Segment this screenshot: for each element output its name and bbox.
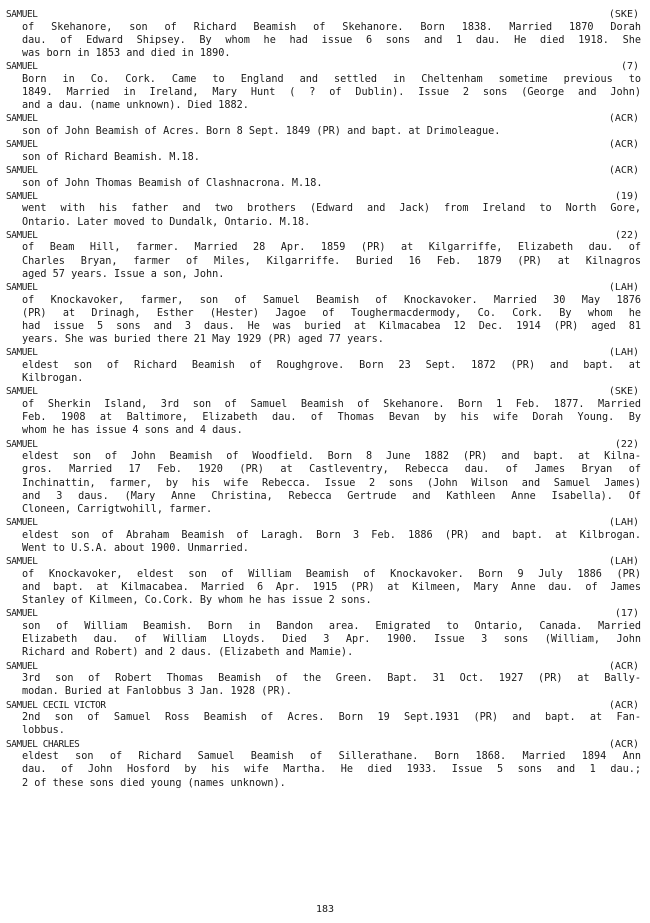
entry-text-line: was born in 1853 and died in 1890. [22,48,231,59]
entry-branch-code: (ACR) [608,113,639,125]
entry-header [6,516,641,529]
entry-text-line: of Skehanore, son of Richard Beamish of Skehanore. Born 1838. Married 1870 Dorah [22,21,641,33]
entry-branch-code: (22) [614,438,639,450]
entry-header [6,346,641,359]
entry-text-line: had issue 5 sons and 3 daus. He was buried at Kilmacabea 12 Dec. 1914 (PR) aged 81 [22,321,641,332]
entry-name: SAMUEL [6,438,38,450]
entry-header [6,555,641,568]
entry-text-line: aged 57 years. Issue a son, John. [22,268,225,280]
entry-branch-code: (LAH) [608,556,639,568]
entry-branch-code: (ACR) [608,660,639,672]
entry-header [6,164,641,177]
entry-text-line: dau. of Edward Shipsey. By whom he had issue 6 sons and 1 dau. He died 1918. She [22,34,641,46]
entry-text-line: 3rd son of Robert Thomas Beamish of the Green. Bapt. 31 Oct. 1927 (PR) at Bally- [22,673,641,685]
entry-name: SAMUEL [6,556,38,568]
entry-text [22,73,641,113]
entry-text-line: gros. Married 17 Feb. 1920 (PR) at Castleventry, Rebecca dau. of James Bryan of [22,464,641,476]
entry-text-line: and bapt. at Kilmacabea. Married 6 Apr. 1915 (PR) at Kilmeen, Mary Anne dau. of James [22,582,641,594]
entry-text [22,241,641,281]
entry-text-line: 2 of these sons died young (names unknown). [22,777,286,789]
entry-branch-code: (ACR) [608,139,639,151]
entry-header [6,138,641,151]
entry-text [22,529,641,555]
genealogy-entry [6,8,641,60]
entry-text-line: dau. of John Hosford by his wife Martha. He died 1933. Issue 5 sons and 1 dau.; [22,764,641,776]
entry-branch-code: (7) [620,61,639,73]
genealogy-entry [6,164,641,190]
entry-text [22,359,641,385]
genealogy-entry [6,699,641,738]
genealogy-entry [6,555,641,607]
entry-header [6,607,641,620]
entry-text [22,450,641,516]
entry-name: SAMUEL [6,229,38,241]
entry-name: SAMUEL [6,9,38,20]
entry-text [22,177,641,190]
entry-branch-code: (17) [614,608,639,620]
entry-name: SAMUEL [6,190,38,202]
entry-branch-code: (ACR) [608,699,639,711]
entry-text [22,294,641,347]
entry-text [22,620,641,660]
entry-name: SAMUEL [6,282,38,293]
entry-text-line: whom he has issue 4 sons and 4 daus. [22,425,243,437]
entry-text-line: 1849. Married in Ireland, Mary Hunt ( ? of Dublin). Issue 2 sons (George and John) [22,87,641,98]
entry-text-line: eldest son of Richard Beamish of Roughgrove. Born 23 Sept. 1872 (PR) and bapt. at [22,360,641,371]
entry-text-line: eldest son of John Beamish of Woodfield. Born 8 June 1882 (PR) and bapt. at Kilna- [22,451,641,463]
genealogy-entry [6,190,641,229]
entry-name: SAMUEL [6,347,38,359]
genealogy-entry [6,346,641,385]
entry-text [22,202,641,228]
entry-text-line: modan. Buried at Fanlobbus 3 Jan. 1928 (PR). [22,686,292,698]
entry-header [6,281,641,294]
entry-text-line: Charles Bryan, farmer of Miles, Kilgarriffe. Buried 16 Feb. 1879 (PR) at Kilnagros [22,255,641,267]
entry-branch-code: (19) [614,190,639,202]
entry-text [22,711,641,737]
entry-text-line: son of William Beamish. Born in Bandon area. Emigrated to Ontario, Canada. Married [22,621,641,633]
entry-name: SAMUEL [6,608,38,620]
entry-text-line: Stanley of Kilmeen, Co.Cork. By whom he has issue 2 sons. [22,595,372,607]
genealogy-entry [6,112,641,138]
entry-name: SAMUEL [6,386,38,398]
entry-name: SAMUEL CHARLES [6,738,80,750]
entry-name: SAMUEL [6,660,38,672]
entry-branch-code: (LAH) [608,517,639,529]
entry-text-line: son of John Beamish of Acres. Born 8 Sept. 1849 (PR) and bapt. at Drimoleague. [22,126,501,137]
entry-branch-code: (22) [614,229,639,241]
entry-branch-code: (ACR) [608,165,639,176]
entry-text-line: Feb. 1908 at Baltimore, Elizabeth dau. of Thomas Bevan by his wife Dorah Young. By [22,412,641,424]
entry-text-line: eldest son of Abraham Beamish of Laragh. Born 3 Feb. 1886 (PR) and bapt. at Kilbrogan. [22,529,641,541]
entry-text-line: lobbus. [22,725,65,737]
entry-text-line: Elizabeth dau. of William Lloyds. Died 3 Apr. 1900. Issue 3 sons (William, John [22,634,641,646]
entry-text-line: of Beam Hill, farmer. Married 28 Apr. 1859 (PR) at Kilgarriffe, Elizabeth dau. of [22,242,641,254]
entry-text-line: Born in Co. Cork. Came to England and settled in Cheltenham sometime previous to [22,73,641,85]
entry-text-line: eldest son of Richard Samuel Beamish of Sillerathane. Born 1868. Married 1894 Ann [22,751,641,763]
entry-header [6,60,641,73]
entry-text-line: 2nd son of Samuel Ross Beamish of Acres. Born 19 Sept.1931 (PR) and bapt. at Fan- [22,712,641,724]
entry-header [6,112,641,125]
entry-text-line: years. She was buried there 21 May 1929 (PR) aged 77 years. [22,334,384,346]
entry-text-line: (PR) at Drinagh, Esther (Hester) Jagoe of Toughermacdermody, Co. Cork. By whom he [22,307,641,319]
entry-text [22,398,641,438]
entry-name: SAMUEL CECIL VICTOR [6,699,106,711]
entry-header [6,8,641,21]
genealogy-entry [6,516,641,555]
entry-text [22,125,641,138]
entry-header [6,699,641,712]
entry-header [6,738,641,751]
entry-branch-code: (SKE) [608,9,639,20]
entry-name: SAMUEL [6,61,38,73]
entry-header [6,438,641,451]
entry-text-line: son of Richard Beamish. M.18. [22,151,200,163]
genealogy-entry [6,738,641,790]
genealogy-entry [6,660,641,699]
genealogy-entry [6,281,641,346]
genealogy-entry [6,138,641,164]
entry-text-line: son of John Thomas Beamish of Clashnacrona. M.18. [22,177,323,189]
entry-text-line: Ontario. Later moved to Dundalk, Ontario. M.18. [22,216,311,228]
entry-text-line: Richard and Robert) and 2 daus. (Elizabeth and Mamie). [22,647,354,659]
entry-text-line: and 3 daus. (Mary Anne Christina, Rebecca Gertrude and Kathleen Anne Isabella). Of [22,490,641,502]
genealogy-entry [6,607,641,659]
genealogy-entry [6,385,641,437]
entry-text-line: Kilbrogan. [22,373,84,385]
page-number: 183 [315,904,335,915]
entry-text [22,21,641,61]
genealogy-entry [6,229,641,281]
entry-text-line: went with his father and two brothers (Edward and Jack) from Ireland to North Gore, [22,203,641,215]
entry-text [22,750,641,790]
entry-branch-code: (SKE) [608,386,639,398]
genealogy-entry [6,438,641,517]
entry-text-line: of Knockavoker, farmer, son of Samuel Beamish of Knockavoker. Married 30 May 1876 [22,294,641,306]
entry-name: SAMUEL [6,517,38,529]
entry-branch-code: (LAH) [608,282,639,293]
entry-text-line: of Sherkin Island, 3rd son of Samuel Beamish of Skehanore. Born 1 Feb. 1877. Married [22,399,641,410]
entry-text-line: Cloneen, Carrigtwohill, farmer. [22,504,213,516]
entry-name: SAMUEL [6,139,38,151]
entry-header [6,190,641,203]
entry-text-line: of Knockavoker, eldest son of William Beamish of Knockavoker. Born 9 July 1886 (PR) [22,568,641,580]
entry-branch-code: (ACR) [608,738,639,750]
entry-text [22,151,641,164]
entry-text-line: and a dau. (name unknown). Died 1882. [22,100,249,112]
entry-header [6,229,641,242]
genealogy-entry [6,60,641,112]
entry-branch-code: (LAH) [608,347,639,359]
entry-header [6,385,641,398]
entry-text-line: Went to U.S.A. about 1900. Unmarried. [22,543,249,555]
entry-text [22,568,641,608]
entry-name: SAMUEL [6,113,38,125]
entry-text-line: Inchinattin, farmer, by his wife Rebecca. Issue 2 sons (John Wilson and Samuel James) [22,477,641,489]
entry-list [6,8,641,790]
entry-text [22,672,641,698]
entry-header [6,660,641,673]
entry-name: SAMUEL [6,165,38,176]
